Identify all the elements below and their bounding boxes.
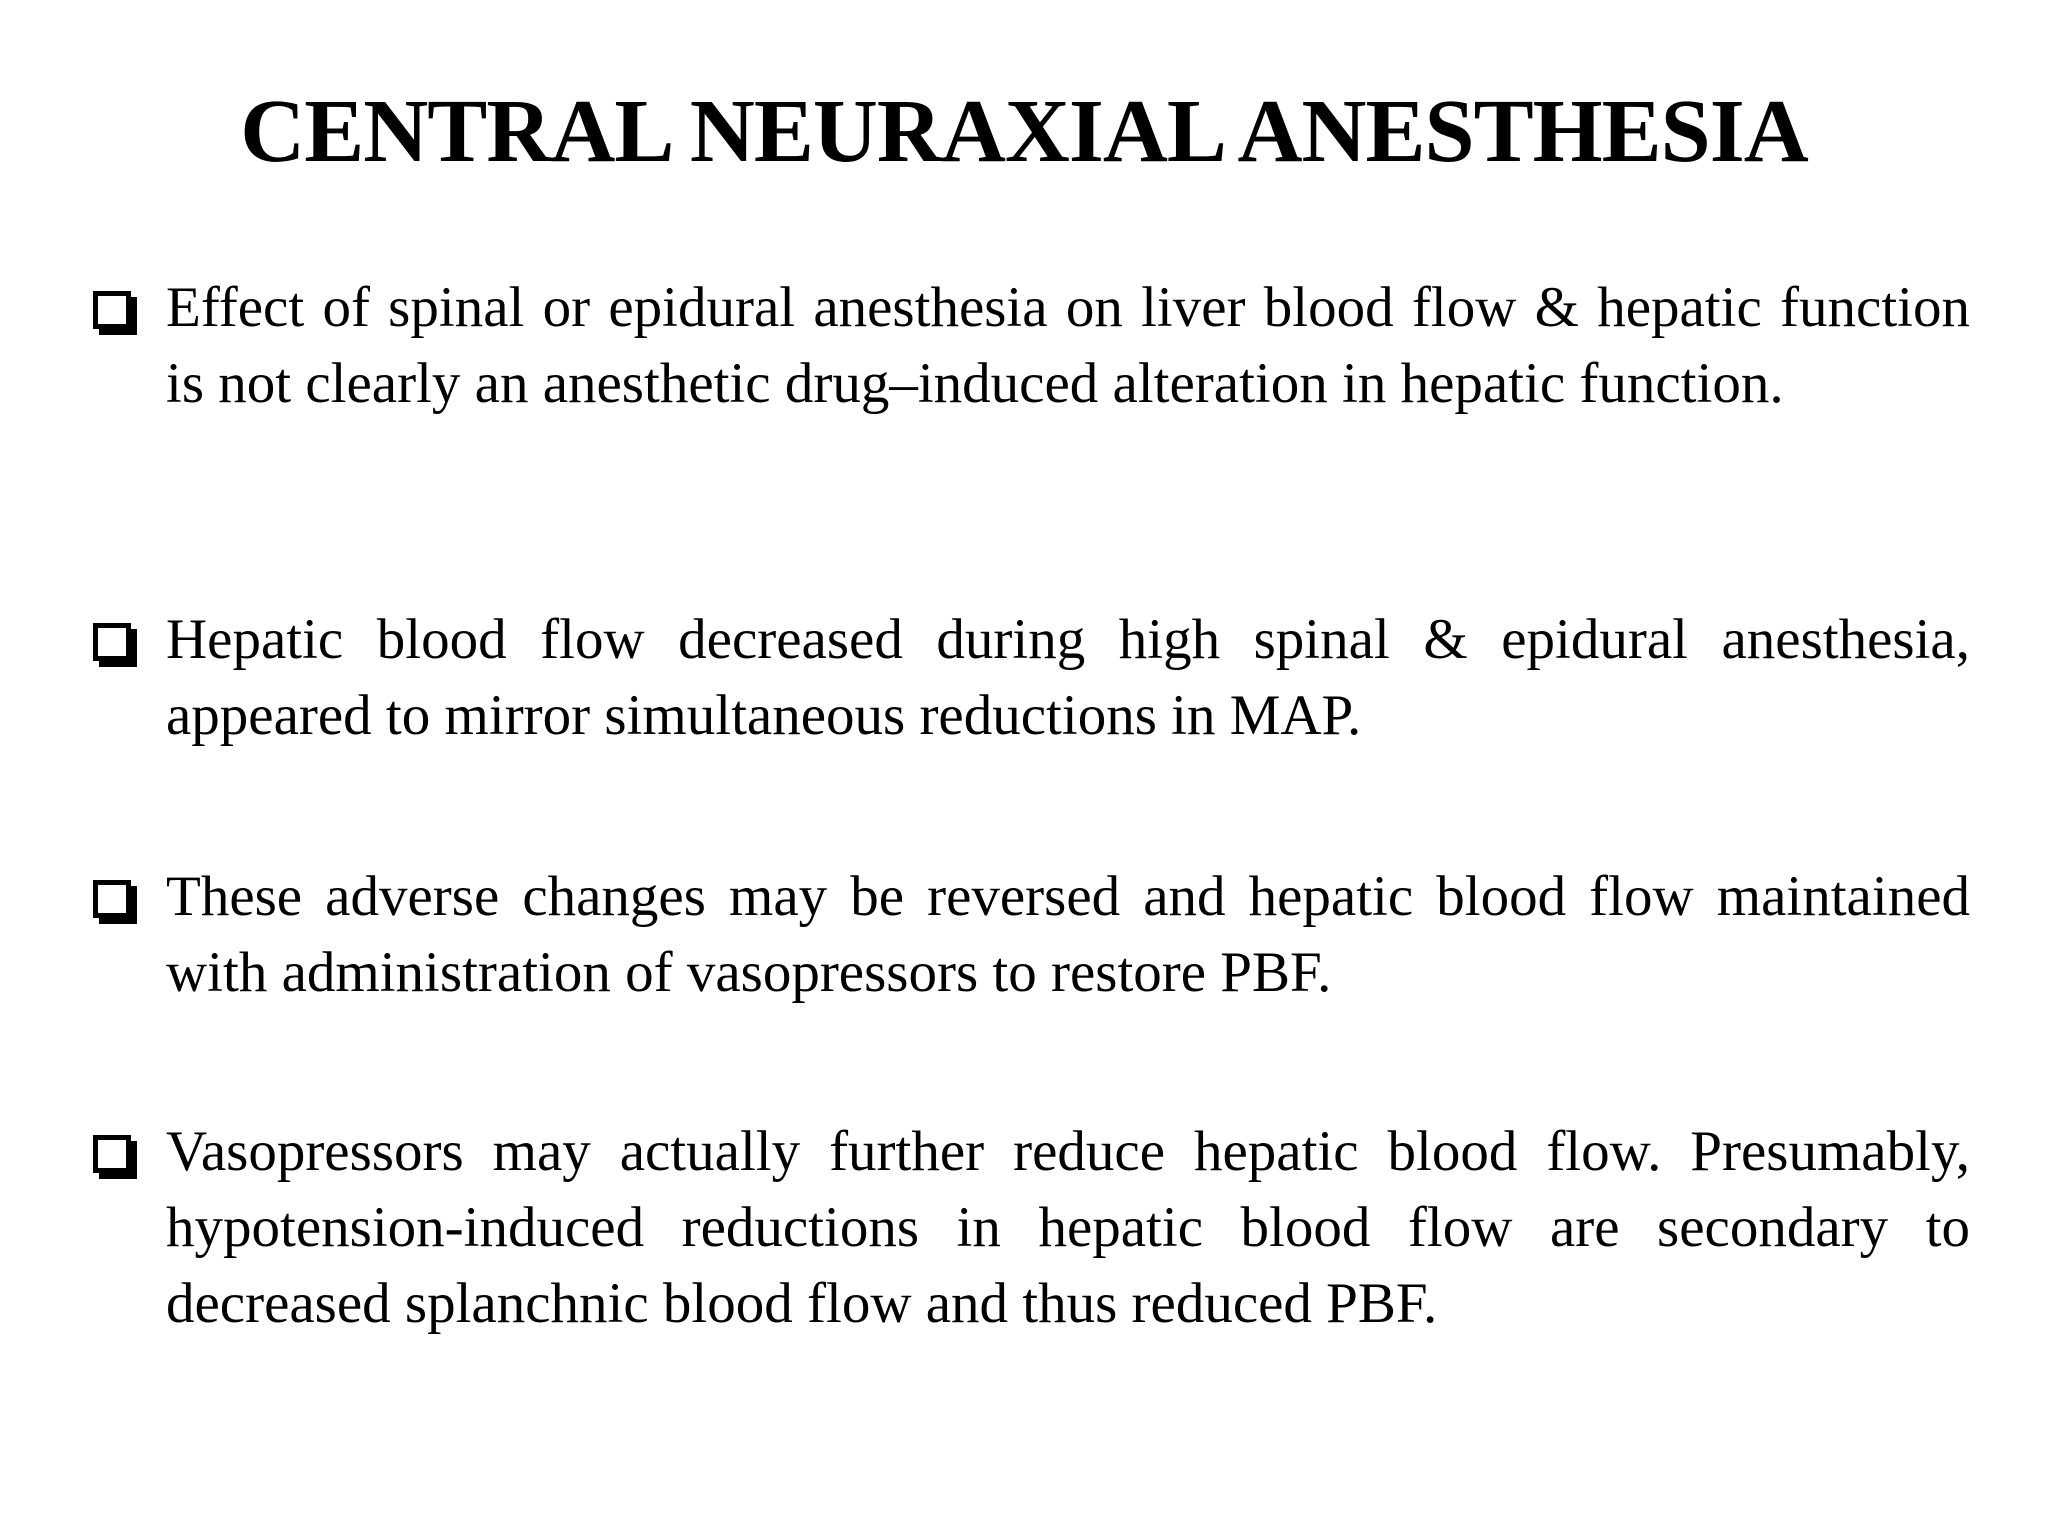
checkbox-icon xyxy=(93,623,131,661)
checkbox-icon xyxy=(93,1135,131,1173)
bullet-item xyxy=(90,1114,1970,1342)
bullet-text: Vasopressors may actually further reduce hepatic blood flow. Presumably, hypotension-induced reductions in hepatic blood flow are secondary to decreased splanchnic blood flow and thus reduced PBF. xyxy=(166,1120,1970,1335)
bullet-text: Hepatic blood flow decreased during high spinal & epidural anesthesia, appeared to mirror simultaneous reductions in MAP. xyxy=(166,608,1970,747)
bullet-text: These adverse changes may be reversed and hepatic blood flow maintained with administration of vasopressors to restore PBF. xyxy=(166,865,1970,1004)
bullet-text: Effect of spinal or epidural anesthesia on liver blood flow & hepatic function is not clearly an anesthetic drug–induced alteration in hepatic function. xyxy=(166,276,1970,415)
checkbox-icon xyxy=(93,291,131,329)
bullet-item xyxy=(90,270,1970,422)
checkbox-icon xyxy=(93,880,131,918)
bullet-item xyxy=(90,602,1970,754)
slide-title: CENTRAL NEURAXIAL ANESTHESIA xyxy=(240,82,1808,181)
bullet-item xyxy=(90,859,1970,1011)
